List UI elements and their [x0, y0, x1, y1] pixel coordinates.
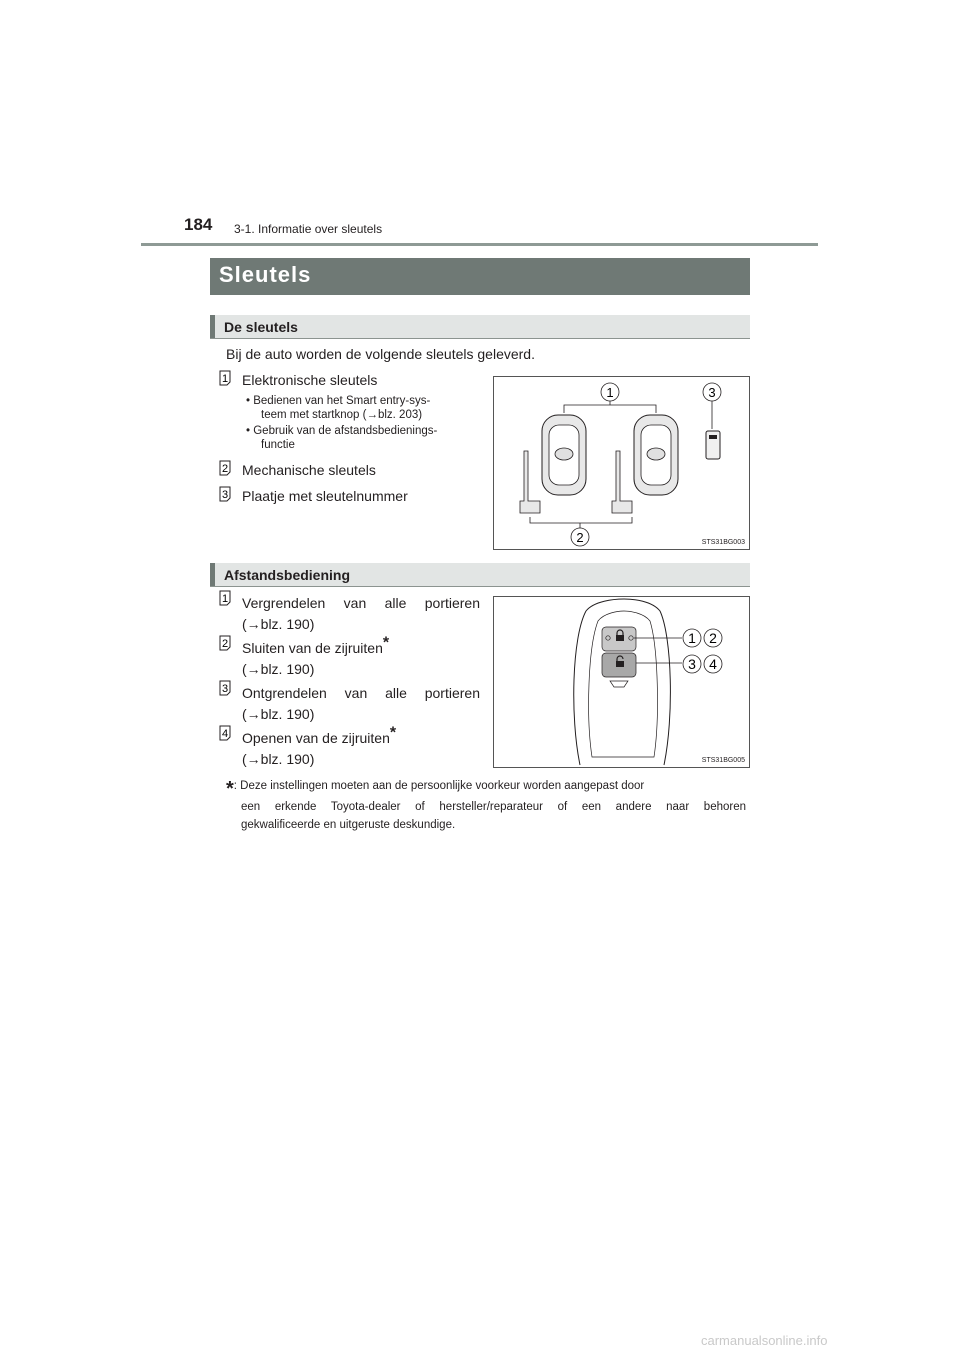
section-heading-label: De sleutels — [224, 319, 298, 335]
item-open-windows: Openen van de zijruiten* (→blz. 190) — [242, 724, 397, 767]
number-icon-3 — [218, 486, 232, 507]
section-path: 3-1. Informatie over sleutels — [234, 222, 383, 236]
callout-r3 — [683, 655, 701, 673]
footnote: *: Deze instellingen moeten aan de persoonlijke voorkeur worden aangepast door een erkende Toyota-dealer of hersteller/reparateur of een andere naar behoren gekwalificeerde en uitgeruste deskundige. — [226, 778, 746, 831]
item-electronic-keys: Elektronische sleutels — [242, 372, 378, 388]
svg-text:3: 3 — [221, 683, 229, 695]
page-number: 184 — [184, 215, 213, 234]
section-heading-sleutels — [210, 315, 750, 339]
bullet-smart-entry: • Bedienen van het Smart entry-sys- teem met startknop (→blz. 203) — [246, 395, 431, 421]
svg-text:4: 4 — [221, 728, 229, 740]
footnote-star: * — [226, 778, 234, 800]
remote-illustration — [494, 597, 749, 767]
intro-text: Bij de auto worden de volgende sleutels geleverd. — [226, 346, 535, 362]
number-icon-2 — [218, 460, 232, 481]
smart-key-right — [634, 415, 678, 495]
svg-text:3: 3 — [688, 656, 696, 672]
item-mechanical-keys: Mechanische sleutels — [242, 462, 376, 478]
section-heading-label: Afstandsbediening — [224, 567, 351, 583]
item-key-number-plate: Plaatje met sleutelnummer — [242, 488, 408, 504]
section-heading-afstandsbediening — [210, 563, 750, 587]
smart-key-left — [542, 415, 586, 495]
header-rule — [141, 243, 818, 246]
number-icon-r4 — [218, 725, 232, 746]
callout-r4 — [704, 655, 722, 673]
bullet-remote-function: • Gebruik van de afstandsbedienings- functie — [246, 425, 438, 451]
item-unlock-all-doors: Ontgrendelen van alle portieren (→blz. 190) — [242, 685, 480, 722]
number-icon-1 — [218, 370, 232, 391]
mechanical-key-left — [520, 451, 540, 513]
svg-text:1: 1 — [221, 593, 229, 605]
figure-keys — [493, 376, 750, 550]
svg-text:1: 1 — [221, 373, 229, 385]
number-icon-r2 — [218, 635, 232, 656]
number-icon-r1 — [218, 590, 232, 611]
svg-text:1: 1 — [606, 385, 614, 400]
svg-text:3: 3 — [221, 489, 229, 501]
svg-text:2: 2 — [221, 638, 229, 650]
mechanical-key-right — [612, 451, 632, 513]
figure-remote — [493, 596, 750, 768]
svg-text:2: 2 — [576, 530, 584, 545]
svg-text:2: 2 — [709, 630, 717, 646]
keys-illustration — [494, 377, 749, 549]
svg-text:1: 1 — [688, 630, 696, 646]
svg-text:3: 3 — [708, 385, 716, 400]
callout-r1 — [683, 629, 701, 647]
page-title: Sleutels — [219, 262, 312, 287]
item-lock-all-doors: Vergrendelen van alle portieren (→blz. 190) — [242, 595, 480, 632]
figure-code-2: STS31BG005 — [701, 757, 745, 764]
svg-text:4: 4 — [709, 656, 717, 672]
svg-text:2: 2 — [221, 463, 229, 475]
callout-2 — [571, 528, 589, 546]
number-icon-r3 — [218, 680, 232, 701]
watermark: carmanualsonline.info — [701, 1333, 828, 1348]
callout-r2 — [704, 629, 722, 647]
title-bar — [210, 258, 750, 295]
figure-code-1: STS31BG003 — [701, 539, 745, 546]
item-close-windows: Sluiten van de zijruiten* (→blz. 190) — [242, 634, 390, 677]
callout-1 — [601, 383, 619, 401]
callout-3 — [703, 383, 721, 401]
